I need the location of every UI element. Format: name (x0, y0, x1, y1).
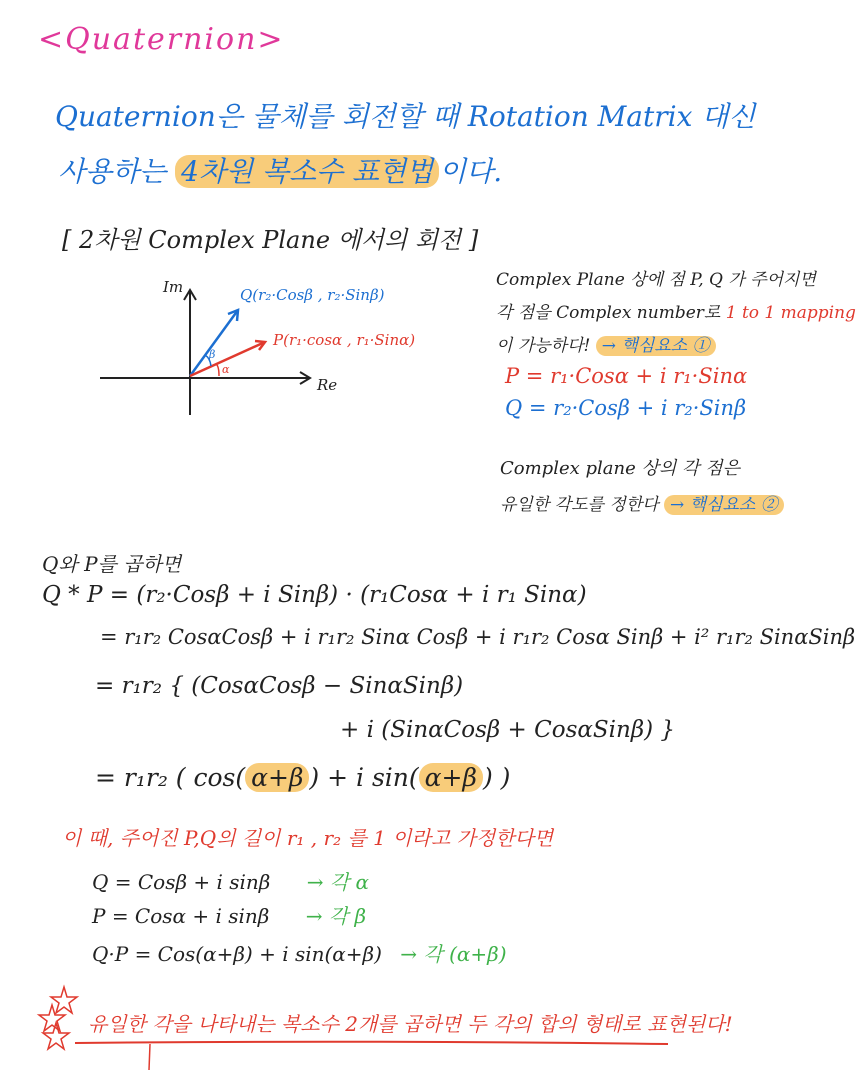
math-line-5-pre: = r₁r₂ ( cos( (95, 763, 246, 792)
condition-qp-note: → 각 (α+β) (400, 942, 507, 966)
page-title: <Quaternion> (38, 22, 285, 57)
math-line-4: + i (SinαCosβ + CosαSinβ) } (340, 717, 676, 743)
side-note-line-7-pre: 유일한 각도를 정한다 (500, 495, 665, 515)
im-label: Im (163, 278, 184, 296)
alpha-plus-beta-highlight-1: α+β (245, 763, 309, 792)
condition-q-eq: Q = Cosβ + i sinβ (92, 870, 271, 894)
condition-intro: 이 때, 주어진 P,Q의 길이 r₁ , r₂ 를 1 이라고 가정한다면 (62, 826, 554, 850)
q-equation: Q = r₂·Cosβ + i r₂·Sinβ (505, 396, 747, 420)
alpha-label: α (222, 363, 230, 376)
condition-p-eq: P = Cosα + i sinβ (92, 904, 270, 928)
condition-qp-eq: Q·P = Cos(α+β) + i sin(α+β) (92, 942, 382, 966)
complex-plane-diagram (95, 270, 465, 430)
condition-p (92, 900, 366, 929)
condition-q (92, 866, 369, 895)
alpha-arc (216, 364, 219, 376)
math-line-5-mid: ) + i sin( (309, 763, 419, 792)
side-note-line-6: Complex plane 상의 각 점은 (500, 458, 740, 479)
key-element-2-badge: → 핵심요소 ② (664, 495, 784, 515)
beta-label: β (209, 348, 216, 361)
mapping-text: 1 to 1 mapping (725, 303, 856, 323)
math-intro: Q와 P를 곱하면 (42, 552, 182, 576)
q-label: Q(r₂·Cosβ , r₂·Sinβ) (240, 286, 385, 304)
section-title: [ 2차원 Complex Plane 에서의 회전 ] (62, 226, 479, 254)
condition-q-note: → 각 α (306, 870, 370, 894)
intro-line-2-post: 이다. (439, 155, 503, 188)
math-line-1: Q * P = (r₂·Cosβ + i Sinβ) · (r₁Cosα + i r₁ Sinα) (42, 582, 587, 608)
intro-line-2 (58, 150, 502, 190)
math-line-5-post: ) ) (482, 763, 511, 792)
re-label: Re (317, 376, 338, 394)
side-note-line-2 (496, 298, 856, 323)
math-line-5 (95, 763, 510, 792)
math-line-2: = r₁r₂ CosαCosβ + i r₁r₂ Sinα Cosβ + i r₁r₂ Cosα Sinβ + i² r₁r₂ SinαSinβ (100, 625, 856, 649)
side-note-line-1: Complex Plane 상에 점 P, Q 가 주어지면 (496, 270, 816, 290)
conclusion-text: 유일한 각을 나타내는 복소수 2개를 곱하면 두 각의 합의 형태로 표현된다! (88, 1012, 733, 1036)
condition-qp (92, 938, 507, 967)
p-equation: P = r₁·Cosα + i r₁·Sinα (505, 364, 748, 388)
p-label: P(r₁·cosα , r₁·Sinα) (273, 331, 416, 349)
key-element-1-badge: → 핵심요소 ① (596, 336, 716, 356)
conclusion-underline (70, 1038, 680, 1078)
intro-line-1: Quaternion은 물체를 회전할 때 Rotation Matrix 대신 (55, 100, 756, 133)
side-note-line-3 (496, 331, 716, 356)
side-note-line-7 (500, 490, 784, 515)
alpha-plus-beta-highlight-2: α+β (419, 763, 483, 792)
condition-p-note: → 각 β (305, 904, 367, 928)
intro-highlight: 4차원 복소수 표현법 (175, 155, 439, 188)
side-note-line-3-pre: 이 가능하다! (496, 336, 596, 356)
side-note-line-2-pre: 각 점을 Complex number로 (496, 303, 726, 323)
intro-line-2-pre: 사용하는 (58, 155, 176, 188)
math-line-3: = r₁r₂ { (CosαCosβ − SinαSinβ) (95, 673, 464, 699)
